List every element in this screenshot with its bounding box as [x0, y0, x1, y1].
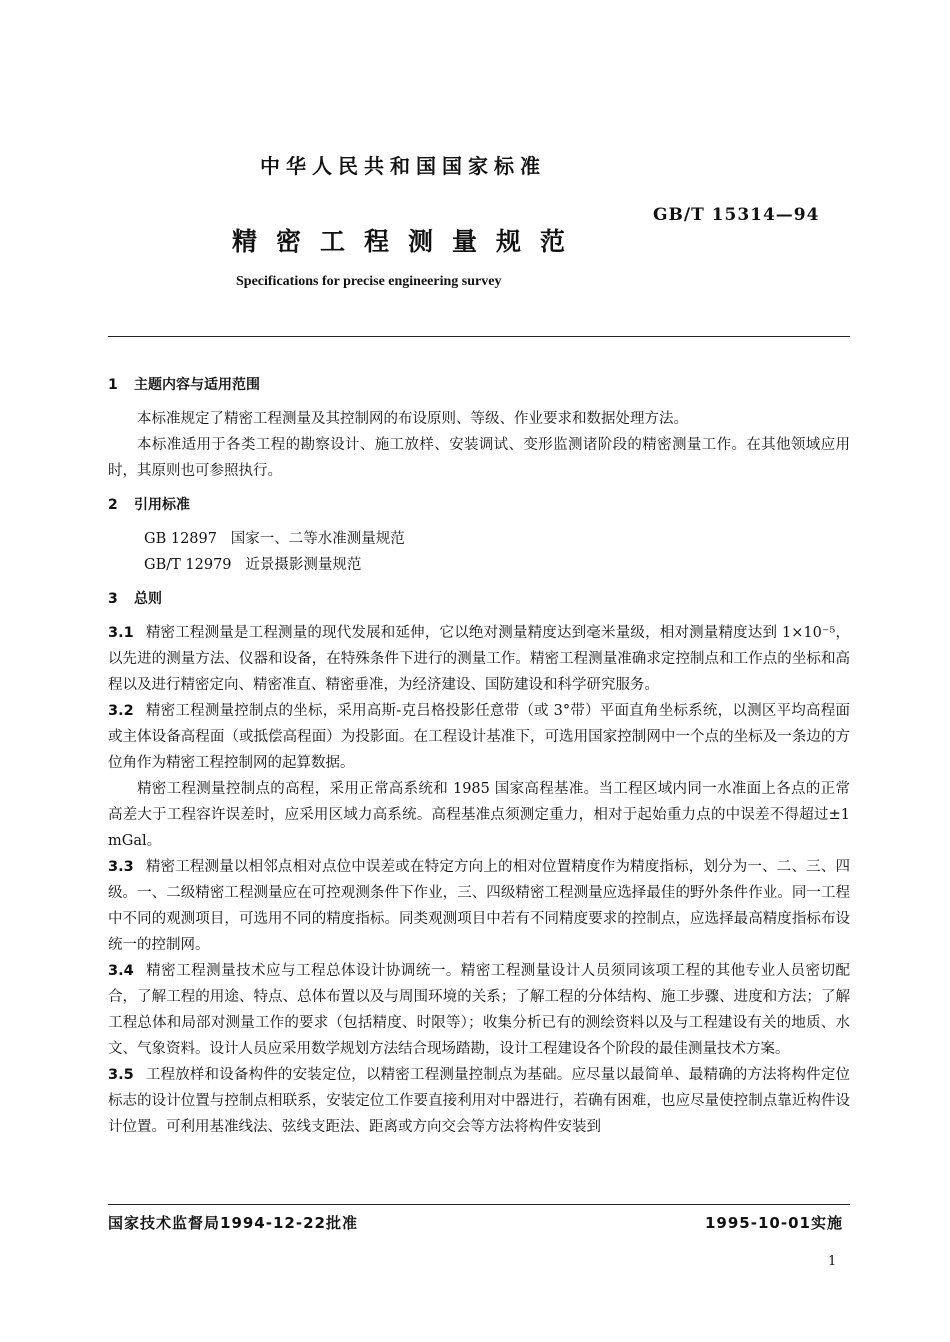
- clause-3-2: 3.2 精密工程测量控制点的坐标，采用高斯-克吕格投影任意带（或 3°带）平面直角坐标系统，以测区平均高程面或主体设备高程面（或抵偿高程面）为投影面。在工程设计基准下，可选用国家控制网中一个点的坐标及一条边的方位角作为精密工程控制网的起算数据。: [108, 703, 850, 771]
- standard-code: GB/T 15314—94: [653, 205, 820, 225]
- footer-divider: [108, 1204, 850, 1205]
- section-1-heading: 1 主题内容与适用范围: [108, 377, 260, 393]
- header-divider: [108, 336, 850, 337]
- english-title: Specifications for precise engineering survey: [236, 274, 502, 289]
- section-1-paragraph-1: 本标准规定了精密工程测量及其控制网的布设原则、等级、作业要求和数据处理方法。: [137, 411, 688, 427]
- clause-3-2-paragraph-2: 精密工程测量控制点的高程，采用正常高系统和 1985 国家高程基准。当工程区域内同一水准面上各点的正常高差大于工程容许误差时，应采用区域力高系统。高程基准点须测定重力，相对于起始重力点的中误差不得超过±1 mGal。: [108, 781, 850, 849]
- reference-item: GB/T 12979 近景摄影测量规范: [144, 557, 362, 573]
- effective-date: 1995-10-01实施: [705, 1214, 843, 1232]
- standard-title: 中华人民共和国国家标准: [260, 154, 546, 178]
- section-2-heading: 2 引用标准: [108, 497, 190, 513]
- section-3-heading: 3 总则: [108, 591, 162, 607]
- reference-item: GB 12897 国家一、二等水准测量规范: [144, 531, 405, 547]
- approval-date: 国家技术监督局1994-12-22批准: [108, 1214, 358, 1232]
- document-title: 精密工程测量规范: [232, 227, 585, 256]
- clause-3-5: 3.5 工程放样和设备构件的安装定位，以精密工程测量控制点为基础。应尽量以最简单、最精确的方法将构件定位标志的设计位置与控制点相联系，安装定位工作要直接利用对中器进行，若确有困难，也应尽量使控制点靠近构件设计位置。可利用基准线法、弦线支距法、距离或方向交会等方法将构件安装到: [108, 1067, 850, 1135]
- clause-3-4: 3.4 精密工程测量技术应与工程总体设计协调统一。精密工程测量设计人员须同该项工程的其他专业人员密切配合，了解工程的用途、特点、总体布置以及与周围环境的关系；了解工程的分体结构、施工步骤、进度和方法；了解工程总体和局部对测量工作的要求（包括精度、时限等）；收集分析已有的测绘资料以及与工程建设有关的地质、水文、气象资料。设计人员应采用数学规划方法结合现场踏勘，设计工程建设各个阶段的最佳测量技术方案。: [108, 963, 850, 1057]
- document-body: [108, 372, 850, 1140]
- page-number: 1: [828, 1254, 837, 1269]
- clause-3-1: 3.1 精密工程测量是工程测量的现代发展和延伸，它以绝对测量精度达到毫米量级，相对测量精度达到 1×10⁻⁵，以先进的测量方法、仪器和设备，在特殊条件下进行的测量工作。精密工程测量准确求定控制点和工作点的坐标和高程以及进行精密定向、精密准直、精密垂准，为经济建设、国防建设和科学研究服务。: [108, 625, 850, 693]
- section-1-paragraph-2: 本标准适用于各类工程的勘察设计、施工放样、安装调试、变形监测诸阶段的精密测量工作。在其他领域应用时，其原则也可参照执行。: [108, 437, 850, 479]
- clause-3-3: 3.3 精密工程测量以相邻点相对点位中误差或在特定方向上的相对位置精度作为精度指标，划分为一、二、三、四级。一、二级精密工程测量应在可控观测条件下作业，三、四级精密工程测量应选择最佳的野外条件作业。同一工程中不同的观测项目，可选用不同的精度指标。同类观测项目中若有不同精度要求的控制点，应选择最高精度指标布设统一的控制网。: [108, 859, 850, 953]
